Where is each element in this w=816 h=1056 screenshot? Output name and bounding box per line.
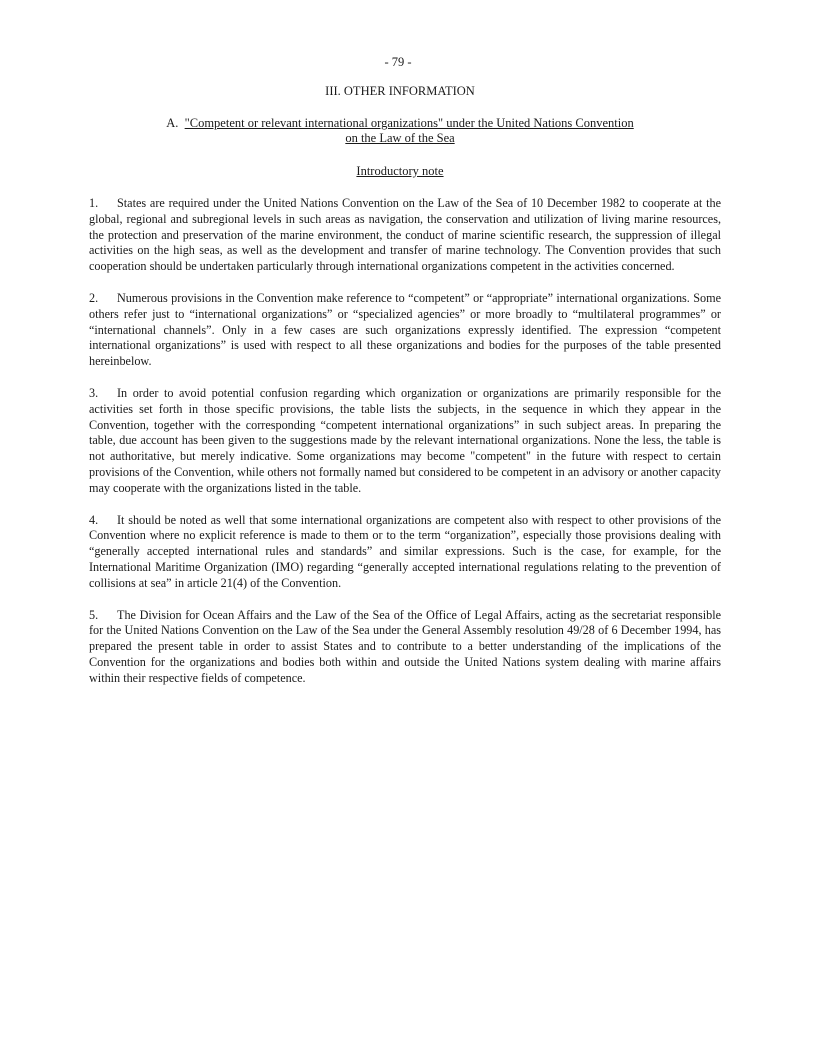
- subsection-title-line-1: [120, 116, 680, 131]
- paragraph-4: [89, 513, 721, 592]
- paragraph-number: 1.: [89, 196, 99, 210]
- subsection-title-line-2: [120, 131, 680, 146]
- page-number: - 79 -: [384, 55, 412, 69]
- paragraph-text: The Division for Ocean Affairs and the Law of the Sea of the Office of Legal Affairs, acting as the secretariat responsible for the United Nations Convention on the Law of the Sea under the General Assembly resolution 49/28 of 6 December 1994, has prepared the present table in order to assist States and to contribute to a better understanding of the implications of the Convention for the organizations and bodies both within and outside the United Nations system dealing with marine affairs within their respective fields of competence.: [89, 607, 721, 685]
- paragraph-number: 5.: [89, 607, 99, 622]
- subsection-title-text-1: "Competent or relevant international organizations" under the United Nations Convention: [184, 116, 634, 130]
- paragraph-number: 3.: [89, 385, 99, 400]
- paragraph-2: [89, 291, 721, 370]
- body-text: [89, 196, 721, 703]
- paragraph-number: 4.: [89, 512, 99, 527]
- paragraph-text: States are required under the United Nations Convention on the Law of the Sea of 10 December 1982 to cooperate at the global, regional and subregional levels in such areas as navigation, the conservation and utilization of living marine resources, the protection and preservation of the marine environment, the conduct of marine scientific research, the suppression of illegal activities on the high seas, as well as the development and transfer of marine technology. The Convention provides that such cooperation should be undertaken particularly through international organizations competent in the activities concerned.: [89, 196, 721, 274]
- subsection-title-text-2: on the Law of the Sea: [345, 131, 455, 145]
- paragraph-number: 2.: [89, 290, 99, 305]
- subsection-title: [120, 116, 680, 146]
- section-title: III. OTHER INFORMATION: [325, 84, 475, 98]
- paragraph-3: [89, 386, 721, 497]
- paragraph-5: [89, 608, 721, 687]
- paragraph-text: In order to avoid potential confusion regarding which organization or organizations are primarily responsible for the activities set forth in those specific provisions, the table lists the subjects, in the sequence in which they appear in the Convention, together with the corresponding “competent international organizations” in such subject areas. In preparing the table, due account has been given to the suggestions made by the relevant international organizations. None the less, the table is not authoritative, but merely indicative. Some organizations may become "competent" in the future with respect to certain provisions of the Convention, while others not formally named but considered to be competent in an advisory or another capacity may cooperate with the organizations listed in the table.: [89, 385, 721, 495]
- subsection-prefix: A.: [166, 116, 179, 130]
- introductory-note-heading: Introductory note: [356, 164, 444, 178]
- paragraph-text: Numerous provisions in the Convention make reference to “competent” or “appropriate” international organizations. Some others refer just to “international organizations” or “specialized agencies” or more broadly to “multilateral programmes” or “international channels”. Only in a few cases are such organizations expressly identified. The expression “competent international organizations” is used with respect to all these organizations and bodies for the purposes of the table presented hereinbelow.: [89, 290, 721, 369]
- paragraph-1: [89, 196, 721, 275]
- paragraph-text: It should be noted as well that some international organizations are competent also with respect to other provisions of the Convention where no explicit reference is made to them or to the term “organization”, especially those provisions dealing with “generally accepted international rules and standards” and similar expressions. Such is the case, for example, for the International Maritime Organization (IMO) regarding “generally accepted international regulations relating to the prevention of collisions at sea” in article 21(4) of the Convention.: [89, 512, 721, 590]
